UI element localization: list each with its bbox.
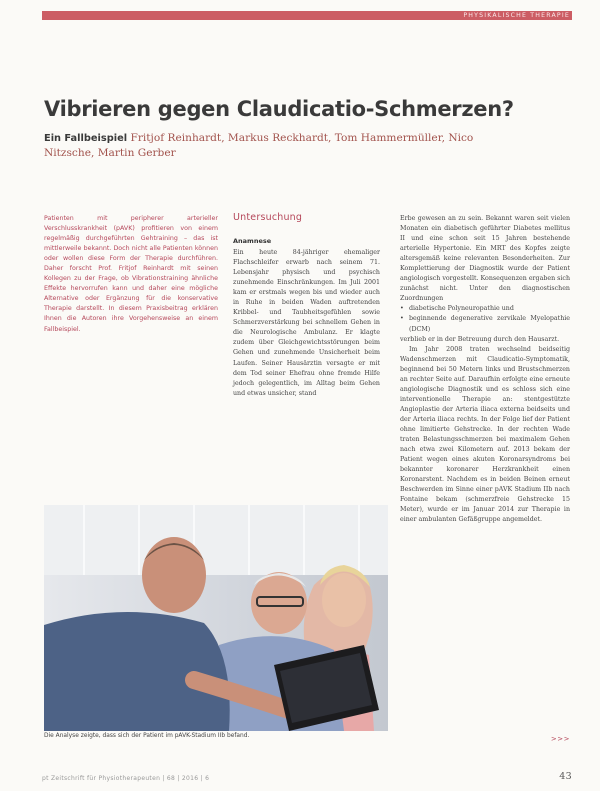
section-heading: Untersuchung	[233, 212, 303, 223]
article-title: Vibrieren gegen Claudicatio-Schmerzen?	[44, 97, 514, 121]
body-text: Erbe gewesen an zu sein. Bekannt waren seit vielen Monaten ein diabetisch geführter Diabetes mellitus II und eine schon seit 15 Jahren bestehende arterielle Hypertonie. Ein MRT des Kopfes zeigte altersgemäß keine relevanten Besonderheiten. Zur Komplettierung der Diagnostik wurde der Patient angiologisch vorgestellt. Konsequenzen ergaben sich zunächst nicht. Unter den diagnostischen Zuordnungen	[400, 215, 570, 303]
section-label: PHYSIKALISCHE THERAPIE	[463, 12, 570, 19]
article-photo	[44, 505, 388, 731]
body-text: verblieb er in der Betreuung durch den Hausarzt.	[400, 335, 560, 343]
body-text: Ein heute 84-jähriger ehemaliger Flachschleifer erwarb nach seinem 71. Lebensjahr physisch und psychisch zunehmende Einschränkungen. Im Juli 2001 kam er erstmals wegen bis und wieder auch in Ruhe in beiden Waden auftretenden Kribbel- und Taubheitsgefühlen sowie Schmerzverstärkung bei schnellem Gehen in die Neurologische Ambulanz. Er klagte zudem über Gleichgewichtsstörungen beim Gehen und zunehmende Unsicherheit beim Laufen. Seiner Hausärztin versagte er mit dem Tod seiner Ehefrau ohne fremde Hilfe jedoch gelegentlich, im Alltag beim Gehen und etwas unsicher, stand	[233, 249, 380, 397]
journal-name: pt Zeitschrift für Physiotherapeuten | 68 | 2016 | 6	[42, 775, 210, 782]
byline	[44, 131, 504, 161]
page-footer	[42, 773, 572, 783]
body-text: Im Jahr 2008 traten wechselnd beidseitig Wadenschmerzen mit Claudicatio-Symptomatik, beginnend bei 50 Metern links und Brustschmerzen an rechter Seite auf. Daraufhin erfolgte eine erneute angiologische Diagnostik und es schloss sich eine interventionelle Therapie an: stentgestützte Angioplastie der Arteria iliaca externa beidseits und der Arteria iliaca rechts. In der Folge lief der Patient ohne limitierte Gehstrecke. In der rechten Wade traten Belastungsschmerzen bei maximalem Gehen nach etwa zwei Kilometern auf. 2013 bekam der Patient wegen eines akuten Koronarsyndroms bei bekannter koronarer Herzkrankheit einen Koronarstent. Nachdem es in beiden Beinen erneut Beschwerden im Sinne einer pAVK Stadium IIb nach Fontaine bekam (schmerzfreie Gehstrecke 15 Meter), wurde er im Januar 2014 zur Therapie in einer ambulanten Gefäßgruppe angemeldet.	[400, 345, 570, 524]
figure-caption: Die Analyse zeigte, dass sich der Patient im pAVK-Stadium IIb befand.	[44, 733, 250, 739]
column-three	[400, 214, 570, 525]
list-item: • diabetische Polyneuropathie und	[400, 304, 570, 314]
column-two	[233, 212, 380, 399]
photo-illustration	[44, 505, 388, 731]
continued-marker: >>>	[550, 735, 570, 743]
page-number: 43	[559, 771, 572, 782]
list-item: • beginnende degenerative zervikale Myelopathie (DCM)	[400, 314, 570, 334]
subheading: Anamnese	[233, 237, 272, 245]
authors: Fritjof Reinhardt, Markus Reckhardt, Tom Hammermüller, Nico Nitzsche, Martin Gerber	[44, 132, 474, 159]
kicker: Ein Fallbeispiel	[44, 133, 128, 144]
lead-paragraph: Patienten mit peripherer arterieller Verschlusskrankheit (pAVK) profitieren von einem regelmäßig durchgeführten Gehtraining – das ist mittlerweile bekannt. Doch nicht alle Patienten können oder wollen diese Form der Therapie durchführen. Daher forscht Prof. Fritjof Reinhardt mit seinen Kollegen zu der Frage, ob Vibrationstraining ähnliche Effekte hervorrufen kann und daher eine mögliche Alternative oder Ergänzung für die konservative Therapie darstellt. In diesem Praxisbeitrag erklären Ihnen die Autoren ihre Vorgehensweise an einem Fallbeispiel.	[44, 215, 218, 333]
diagnosis-list	[400, 304, 570, 334]
